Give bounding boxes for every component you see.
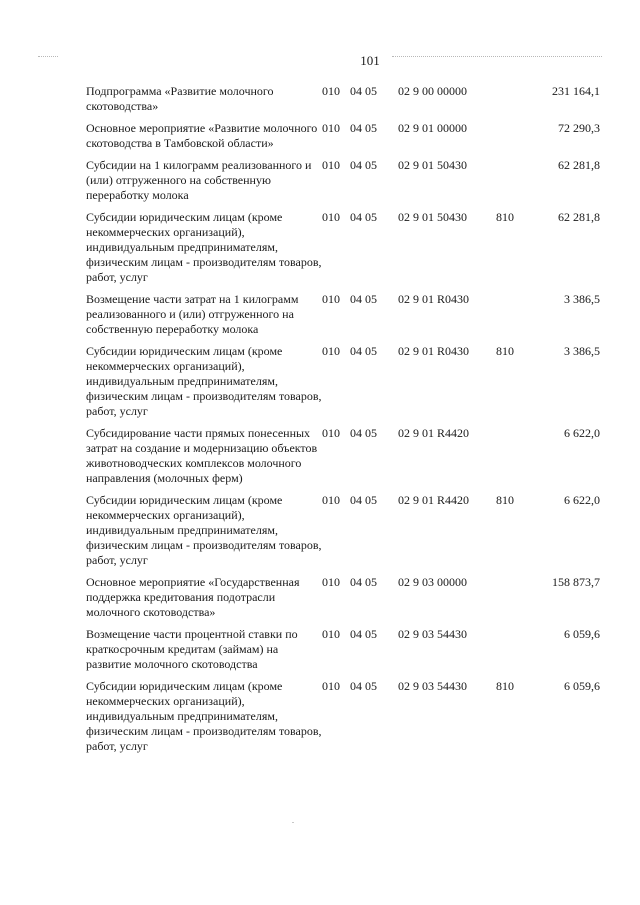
row-ministry-code: 010 <box>322 575 340 589</box>
table-row <box>86 426 600 493</box>
row-target-article-code: 02 9 00 00000 <box>398 84 467 98</box>
row-section-code: 04 05 <box>350 575 377 589</box>
row-amount: 62 281,8 <box>558 210 600 224</box>
row-amount: 231 164,1 <box>552 84 600 98</box>
row-section-code: 04 05 <box>350 158 377 172</box>
row-target-article-code: 02 9 03 54430 <box>398 627 467 641</box>
table-row <box>86 121 600 158</box>
table-row <box>86 679 600 761</box>
row-amount: 6 622,0 <box>564 493 600 507</box>
row-amount: 62 281,8 <box>558 158 600 172</box>
row-target-article-code: 02 9 01 00000 <box>398 121 467 135</box>
row-name: Субсидирование части прямых понесенных затрат на создание и модернизацию объектов животноводческих комплексов молочного направления (молочных ферм) <box>86 426 318 485</box>
page-number: 101 <box>360 53 380 68</box>
row-name: Подпрограмма «Развитие молочного скотоводства» <box>86 84 274 113</box>
row-name: Субсидии юридическим лицам (кроме некоммерческих организаций), индивидуальным предпринимателям, физическим лицам - производителям товаров, работ, услуг <box>86 493 322 567</box>
row-name: Субсидии на 1 килограмм реализованного и (или) отгруженного на собственную переработку молока <box>86 158 312 202</box>
scan-artifact-left <box>38 56 58 58</box>
row-section-code: 04 05 <box>350 426 377 440</box>
row-ministry-code: 010 <box>322 679 340 693</box>
row-expense-type-code <box>496 426 530 493</box>
row-expense-type-code <box>496 158 530 210</box>
row-name: Основное мероприятие «Развитие молочного скотоводства в Тамбовской области» <box>86 121 318 150</box>
table-row <box>86 210 600 292</box>
row-amount: 6 059,6 <box>564 627 600 641</box>
row-ministry-code: 010 <box>322 493 340 507</box>
table-row <box>86 344 600 426</box>
row-name: Субсидии юридическим лицам (кроме некоммерческих организаций), индивидуальным предпринимателям, физическим лицам - производителям товаров, работ, услуг <box>86 679 322 753</box>
row-section-code: 04 05 <box>350 210 377 224</box>
row-section-code: 04 05 <box>350 627 377 641</box>
table-row <box>86 575 600 627</box>
row-section-code: 04 05 <box>350 292 377 306</box>
scan-artifact-bottom <box>292 822 294 823</box>
row-amount: 6 622,0 <box>564 426 600 440</box>
row-target-article-code: 02 9 03 54430 <box>398 679 467 693</box>
row-ministry-code: 010 <box>322 158 340 172</box>
table-row <box>86 292 600 344</box>
row-ministry-code: 010 <box>322 292 340 306</box>
scan-artifact-right <box>392 56 602 58</box>
row-ministry-code: 010 <box>322 121 340 135</box>
table-row <box>86 493 600 575</box>
row-name: Субсидии юридическим лицам (кроме некоммерческих организаций), индивидуальным предпринимателям, физическим лицам - производителям товаров, работ, услуг <box>86 344 322 418</box>
row-ministry-code: 010 <box>322 84 340 98</box>
row-ministry-code: 010 <box>322 426 340 440</box>
row-amount: 72 290,3 <box>558 121 600 135</box>
row-expense-type-code <box>496 292 530 344</box>
row-expense-type-code <box>496 575 530 627</box>
table-row <box>86 627 600 679</box>
row-ministry-code: 010 <box>322 210 340 224</box>
row-section-code: 04 05 <box>350 493 377 507</box>
row-expense-type-code: 810 <box>496 679 514 693</box>
table-row <box>86 158 600 210</box>
row-expense-type-code: 810 <box>496 210 514 224</box>
row-section-code: 04 05 <box>350 84 377 98</box>
row-section-code: 04 05 <box>350 344 377 358</box>
row-name: Возмещение части процентной ставки по краткосрочным кредитам (займам) на развитие молочного скотоводства <box>86 627 298 671</box>
row-name: Субсидии юридическим лицам (кроме некоммерческих организаций), индивидуальным предпринимателям, физическим лицам - производителям товаров, работ, услуг <box>86 210 322 284</box>
budget-table <box>86 84 600 761</box>
row-expense-type-code <box>496 121 530 158</box>
row-ministry-code: 010 <box>322 344 340 358</box>
row-section-code: 04 05 <box>350 121 377 135</box>
budget-table-body <box>86 84 600 761</box>
row-target-article-code: 02 9 01 R0430 <box>398 344 470 358</box>
row-expense-type-code <box>496 84 530 121</box>
row-amount: 3 386,5 <box>564 292 600 306</box>
row-expense-type-code: 810 <box>496 344 514 358</box>
table-row <box>86 84 600 121</box>
row-target-article-code: 02 9 01 R4420 <box>398 426 470 440</box>
row-amount: 158 873,7 <box>552 575 600 589</box>
row-target-article-code: 02 9 01 R4420 <box>398 493 470 507</box>
row-name: Основное мероприятие «Государственная поддержка кредитования подотрасли молочного скотоводства» <box>86 575 300 619</box>
row-target-article-code: 02 9 01 R0430 <box>398 292 470 306</box>
row-expense-type-code: 810 <box>496 493 514 507</box>
row-name: Возмещение части затрат на 1 килограмм реализованного и (или) отгруженного на собственную переработку молока <box>86 292 299 336</box>
row-expense-type-code <box>496 627 530 679</box>
row-ministry-code: 010 <box>322 627 340 641</box>
row-target-article-code: 02 9 01 50430 <box>398 210 467 224</box>
row-target-article-code: 02 9 01 50430 <box>398 158 467 172</box>
row-section-code: 04 05 <box>350 679 377 693</box>
row-amount: 6 059,6 <box>564 679 600 693</box>
row-target-article-code: 02 9 03 00000 <box>398 575 467 589</box>
row-amount: 3 386,5 <box>564 344 600 358</box>
